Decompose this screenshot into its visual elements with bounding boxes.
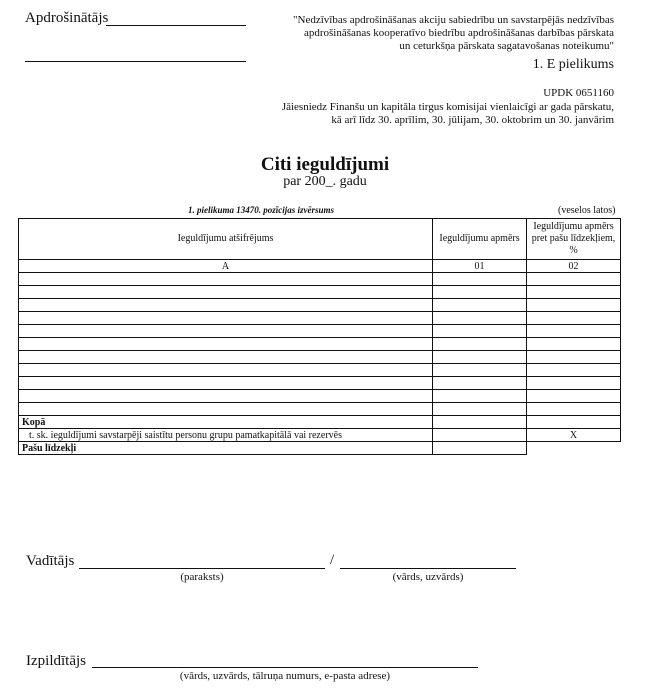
table-row — [19, 377, 621, 390]
cell-description[interactable] — [19, 403, 433, 416]
including-amount[interactable] — [433, 429, 527, 442]
cell-amount[interactable] — [433, 351, 527, 364]
total-percent[interactable] — [527, 416, 621, 429]
cell-amount[interactable] — [433, 299, 527, 312]
own-funds-row — [19, 442, 621, 455]
including-label: t. sk. ieguldījumi savstarpēji saistītu personu grupu pamatkapitālā vai rezervēs — [19, 429, 433, 442]
cell-description[interactable] — [19, 351, 433, 364]
regulation-text — [293, 14, 614, 53]
submission-line-1: Jāiesniedz Finanšu un kapitāla tirgus komisijai vienlaicīgi ar gada pārskatu, — [281, 101, 614, 113]
table-row — [19, 325, 621, 338]
appendix-label: 1. E pielikums — [532, 57, 614, 72]
table-code-row — [19, 260, 621, 273]
cell-amount[interactable] — [433, 312, 527, 325]
cell-description[interactable] — [19, 273, 433, 286]
col-header-amount: Ieguldījumu apmērs — [433, 219, 527, 260]
insurer-label: Apdrošinātājs — [25, 10, 109, 26]
total-amount[interactable] — [433, 416, 527, 429]
table-row — [19, 390, 621, 403]
table-row — [19, 338, 621, 351]
table-row — [19, 403, 621, 416]
col-header-description: Ieguldījumu atšifrējums — [19, 219, 433, 260]
cell-percent[interactable] — [527, 325, 621, 338]
table-row — [19, 312, 621, 325]
col-header-percent: Ieguldījumu apmērs pret pašu līdzekļiem, % — [527, 219, 621, 260]
cell-description[interactable] — [19, 377, 433, 390]
name-hint: (vārds, uzvārds) — [392, 571, 464, 583]
table-row — [19, 364, 621, 377]
page-subtitle: par 200_. gadu — [283, 174, 367, 189]
executor-hint: (vārds, uzvārds, tālruņa numurs, e-pasta adrese) — [179, 670, 391, 682]
manager-label: Vadītājs — [26, 553, 75, 569]
page-title: Citi ieguldījumi — [260, 154, 390, 175]
cell-amount[interactable] — [433, 325, 527, 338]
manager-name-line[interactable] — [340, 568, 516, 569]
executor-label: Izpildītājs — [26, 653, 86, 669]
cell-percent[interactable] — [527, 299, 621, 312]
signature-separator: / — [330, 552, 335, 568]
col-code-02: 02 — [527, 260, 621, 273]
signature-hint: (paraksts) — [180, 571, 224, 583]
own-funds-label: Pašu līdzekļi — [19, 442, 433, 455]
cell-description[interactable] — [19, 299, 433, 312]
table-row — [19, 351, 621, 364]
table-caption: 1. pielikuma 13470. pozīcijas izvērsums — [188, 205, 335, 215]
including-mark: X — [527, 429, 621, 442]
own-funds-amount[interactable] — [433, 442, 527, 455]
cell-percent[interactable] — [527, 351, 621, 364]
total-row — [19, 416, 621, 429]
own-funds-empty — [527, 442, 621, 455]
cell-description[interactable] — [19, 390, 433, 403]
cell-amount[interactable] — [433, 390, 527, 403]
regulation-line-3: un ceturkšņa pārskata sagatavošanas noteikumu" — [399, 40, 614, 52]
cell-percent[interactable] — [527, 390, 621, 403]
cell-amount[interactable] — [433, 338, 527, 351]
cell-description[interactable] — [19, 286, 433, 299]
table-row — [19, 273, 621, 286]
insurer-extra-line[interactable] — [25, 61, 246, 62]
cell-description[interactable] — [19, 312, 433, 325]
cell-amount[interactable] — [433, 403, 527, 416]
manager-signature-line[interactable] — [79, 568, 325, 569]
cell-percent[interactable] — [527, 338, 621, 351]
cell-percent[interactable] — [527, 403, 621, 416]
cell-percent[interactable] — [527, 364, 621, 377]
regulation-line-1: "Nedzīvības apdrošināšanas akciju sabiedrību un savstarpējās nedzīvības — [293, 14, 614, 26]
table-header-row — [19, 219, 621, 260]
table-row — [19, 286, 621, 299]
table-row — [19, 299, 621, 312]
cell-percent[interactable] — [527, 286, 621, 299]
insurer-name-line[interactable] — [106, 25, 246, 26]
including-row — [19, 429, 621, 442]
form-code: UPDK 0651160 — [543, 87, 614, 99]
cell-percent[interactable] — [527, 273, 621, 286]
cell-amount[interactable] — [433, 273, 527, 286]
regulation-line-2: apdrošināšanas kooperatīvo biedrību apdrošināšanas darbības pārskata — [303, 27, 614, 39]
investments-table — [18, 218, 621, 455]
total-label: Kopā — [19, 416, 433, 429]
cell-amount[interactable] — [433, 364, 527, 377]
cell-description[interactable] — [19, 364, 433, 377]
executor-line[interactable] — [92, 667, 478, 668]
cell-amount[interactable] — [433, 286, 527, 299]
cell-percent[interactable] — [527, 377, 621, 390]
cell-description[interactable] — [19, 325, 433, 338]
submission-line-2: kā arī līdz 30. aprīlim, 30. jūlijam, 30. oktobrim un 30. janvārim — [331, 114, 614, 126]
cell-amount[interactable] — [433, 377, 527, 390]
submission-note — [282, 101, 614, 127]
col-code-01: 01 — [433, 260, 527, 273]
table-units: (veselos latos) — [558, 205, 616, 216]
cell-description[interactable] — [19, 338, 433, 351]
cell-percent[interactable] — [527, 312, 621, 325]
col-code-a: A — [19, 260, 433, 273]
